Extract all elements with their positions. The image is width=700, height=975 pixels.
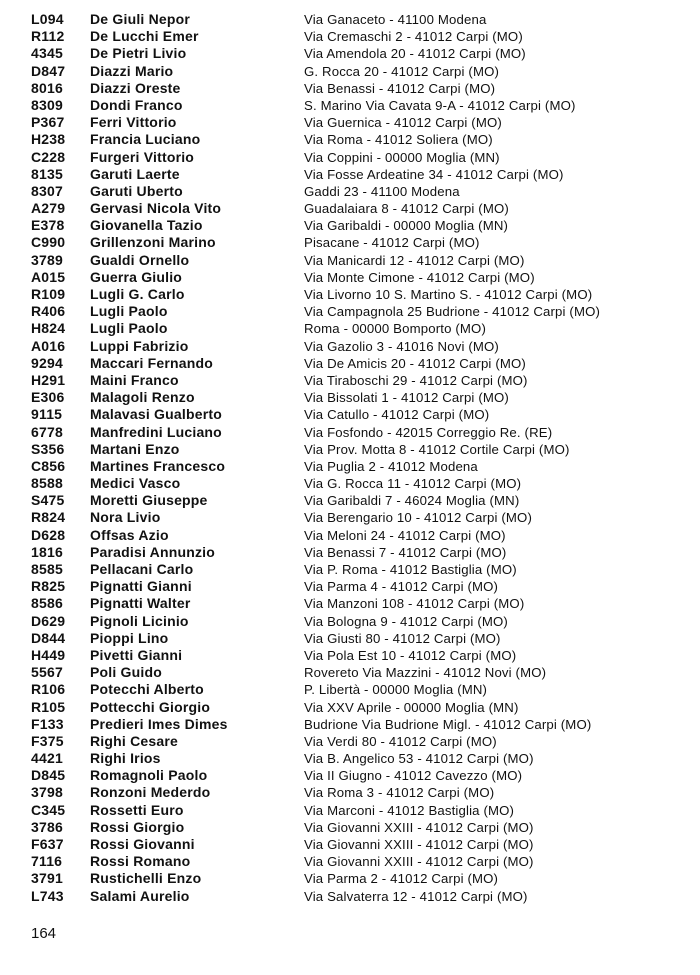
member-name: Rossi Giorgio xyxy=(90,818,185,835)
member-address: S. Marino Via Cavata 9-A - 41012 Carpi (MO) xyxy=(304,97,576,113)
member-code: R109 xyxy=(31,286,66,302)
directory-row xyxy=(0,28,700,45)
member-address: Via Parma 2 - 41012 Carpi (MO) xyxy=(304,871,499,887)
member-address: Via Guernica - 41012 Carpi (MO) xyxy=(304,115,502,131)
directory-row xyxy=(0,355,700,372)
member-address: Via Amendola 20 - 41012 Carpi (MO) xyxy=(304,46,526,62)
directory-row xyxy=(0,45,700,62)
member-code: A015 xyxy=(31,268,66,285)
member-address: Pisacane - 41012 Carpi (MO) xyxy=(304,235,480,251)
directory-row xyxy=(0,630,700,647)
member-name: Malavasi Gualberto xyxy=(90,406,222,423)
member-address: Via Manzoni 108 - 41012 Carpi (MO) xyxy=(304,596,525,612)
member-code: C345 xyxy=(31,801,66,818)
directory-row xyxy=(0,441,700,458)
member-name: Potecchi Alberto xyxy=(90,681,204,698)
member-address: Via De Amicis 20 - 41012 Carpi (MO) xyxy=(304,355,526,371)
member-code: 8135 xyxy=(31,165,63,182)
member-address: Via Benassi - 41012 Carpi (MO) xyxy=(304,80,496,96)
directory-row xyxy=(0,802,700,819)
member-address: Via Verdi 80 - 41012 Carpi (MO) xyxy=(304,733,497,749)
directory-row xyxy=(0,647,700,664)
member-name: Garuti Laerte xyxy=(90,165,180,182)
member-code: 5567 xyxy=(31,664,63,681)
directory-row xyxy=(0,836,700,853)
member-name: Gualdi Ornello xyxy=(90,251,190,268)
member-code: S356 xyxy=(31,440,65,457)
member-name: Garuti Uberto xyxy=(90,182,183,199)
member-code: H238 xyxy=(31,131,66,148)
member-name: Rossi Giovanni xyxy=(90,836,195,852)
member-code: L743 xyxy=(31,887,64,904)
member-name: Guerra Giulio xyxy=(90,268,183,285)
member-address: Roma - 00000 Bomporto (MO) xyxy=(304,321,486,337)
member-address: Rovereto Via Mazzini - 41012 Novi (MO) xyxy=(304,665,547,681)
directory-row xyxy=(0,424,700,441)
member-name: Rustichelli Enzo xyxy=(90,870,202,887)
page-number: 164 xyxy=(31,925,57,942)
member-code: D845 xyxy=(31,767,66,784)
member-address: Via Giovanni XXIII - 41012 Carpi (MO) xyxy=(304,819,534,835)
member-code: 4345 xyxy=(31,45,63,62)
directory-row xyxy=(0,149,700,166)
member-name: Medici Vasco xyxy=(90,475,181,492)
directory-row xyxy=(0,200,700,217)
member-address: Via Giusti 80 - 41012 Carpi (MO) xyxy=(304,630,501,646)
member-name: Martines Francesco xyxy=(90,457,226,474)
member-directory xyxy=(0,11,700,905)
member-name: Predieri Imes Dimes xyxy=(90,715,228,732)
member-address: Guadalaiara 8 - 41012 Carpi (MO) xyxy=(304,201,509,217)
directory-row xyxy=(0,372,700,389)
member-code: F375 xyxy=(31,732,64,749)
member-code: 8586 xyxy=(31,595,63,612)
directory-row xyxy=(0,527,700,544)
member-code: H449 xyxy=(31,646,66,663)
member-name: Pioppi Lino xyxy=(90,629,169,646)
member-address: Via Manicardi 12 - 41012 Carpi (MO) xyxy=(304,252,525,268)
member-address: Via Campagnola 25 Budrione - 41012 Carpi (MO) xyxy=(304,304,601,320)
directory-row xyxy=(0,578,700,595)
member-address: Via Benassi 7 - 41012 Carpi (MO) xyxy=(304,544,507,560)
member-name: Righi Cesare xyxy=(90,732,178,749)
member-name: Pignoli Licinio xyxy=(90,612,189,629)
member-name: De Giuli Nepor xyxy=(90,11,191,27)
member-address: Via XXV Aprile - 00000 Moglia (MN) xyxy=(304,699,519,715)
member-address: Via Berengario 10 - 41012 Carpi (MO) xyxy=(304,510,532,526)
member-name: Poli Guido xyxy=(90,664,162,681)
directory-row xyxy=(0,183,700,200)
member-address: Via Salvaterra 12 - 41012 Carpi (MO) xyxy=(304,888,528,904)
member-address: Via Marconi - 41012 Bastiglia (MO) xyxy=(304,802,515,818)
member-code: E306 xyxy=(31,389,65,406)
member-name: Moretti Giuseppe xyxy=(90,492,208,509)
directory-row xyxy=(0,406,700,423)
member-name: Dondi Franco xyxy=(90,96,183,113)
member-code: R406 xyxy=(31,303,66,320)
member-code: P367 xyxy=(31,114,65,131)
member-address: Via Ganaceto - 41100 Modena xyxy=(304,12,487,27)
member-address: Via Pola Est 10 - 41012 Carpi (MO) xyxy=(304,647,517,663)
member-address: G. Rocca 20 - 41012 Carpi (MO) xyxy=(304,63,500,79)
member-name: Grillenzoni Marino xyxy=(90,234,216,251)
member-code: A016 xyxy=(31,337,66,354)
member-code: C990 xyxy=(31,234,66,251)
directory-row xyxy=(0,613,700,630)
member-address: Via Livorno 10 S. Martino S. - 41012 Carpi (MO) xyxy=(304,287,593,302)
directory-row xyxy=(0,853,700,870)
member-address: Via Parma 4 - 41012 Carpi (MO) xyxy=(304,579,499,595)
member-code: C228 xyxy=(31,148,66,165)
member-name: Pottecchi Giorgio xyxy=(90,698,211,715)
member-address: Budrione Via Budrione Migl. - 41012 Carpi (MO) xyxy=(304,716,592,732)
directory-row xyxy=(0,561,700,578)
directory-row xyxy=(0,389,700,406)
member-name: Paradisi Annunzio xyxy=(90,543,216,560)
member-code: 8309 xyxy=(31,96,63,113)
member-address: P. Libertà - 00000 Moglia (MN) xyxy=(304,682,488,698)
member-code: A279 xyxy=(31,200,66,217)
member-name: Pivetti Gianni xyxy=(90,646,183,663)
member-code: 7116 xyxy=(31,853,63,870)
member-code: H824 xyxy=(31,320,66,337)
member-code: L094 xyxy=(31,11,64,27)
member-code: H291 xyxy=(31,371,66,388)
member-name: Ronzoni Mederdo xyxy=(90,784,211,801)
member-address: Via Roma 3 - 41012 Carpi (MO) xyxy=(304,785,495,801)
directory-row xyxy=(0,217,700,234)
member-name: Lugli Paolo xyxy=(90,303,168,320)
member-code: 1816 xyxy=(31,543,63,560)
directory-row xyxy=(0,475,700,492)
member-code: R824 xyxy=(31,509,66,526)
directory-row xyxy=(0,97,700,114)
member-name: Pignatti Walter xyxy=(90,595,191,612)
member-name: Ferri Vittorio xyxy=(90,114,177,131)
directory-row xyxy=(0,11,700,28)
member-name: Lugli G. Carlo xyxy=(90,286,185,302)
member-code: F637 xyxy=(31,836,64,852)
member-name: De Lucchi Emer xyxy=(90,28,199,45)
member-code: 9294 xyxy=(31,354,63,371)
member-name: Nora Livio xyxy=(90,509,161,526)
member-name: Gervasi Nicola Vito xyxy=(90,200,222,217)
directory-row xyxy=(0,458,700,475)
member-code: D847 xyxy=(31,62,66,79)
directory-row xyxy=(0,509,700,526)
member-name: Martani Enzo xyxy=(90,440,180,457)
member-code: 8588 xyxy=(31,475,63,492)
member-code: R105 xyxy=(31,698,66,715)
directory-row xyxy=(0,681,700,698)
member-code: E378 xyxy=(31,217,65,234)
member-address: Via G. Rocca 11 - 41012 Carpi (MO) xyxy=(304,476,522,492)
member-address: Via Puglia 2 - 41012 Modena xyxy=(304,458,478,474)
directory-row xyxy=(0,544,700,561)
member-name: Giovanella Tazio xyxy=(90,217,203,234)
member-address: Via Garibaldi - 00000 Moglia (MN) xyxy=(304,218,509,234)
member-address: Via Monte Cimone - 41012 Carpi (MO) xyxy=(304,269,535,285)
member-code: R825 xyxy=(31,578,66,595)
directory-row xyxy=(0,819,700,836)
directory-row xyxy=(0,733,700,750)
directory-row xyxy=(0,492,700,509)
directory-row xyxy=(0,131,700,148)
directory-row xyxy=(0,595,700,612)
member-code: 9115 xyxy=(31,406,63,423)
member-address: Via Bologna 9 - 41012 Carpi (MO) xyxy=(304,613,508,629)
directory-row xyxy=(0,234,700,251)
member-address: Via Gazolio 3 - 41016 Novi (MO) xyxy=(304,338,499,354)
member-name: Diazzi Mario xyxy=(90,62,174,79)
member-address: Via Cremaschi 2 - 41012 Carpi (MO) xyxy=(304,29,523,45)
member-code: 8016 xyxy=(31,79,63,96)
member-code: 3798 xyxy=(31,784,63,801)
member-address: Via II Giugno - 41012 Cavezzo (MO) xyxy=(304,768,523,784)
directory-row xyxy=(0,320,700,337)
directory-row xyxy=(0,338,700,355)
member-name: Diazzi Oreste xyxy=(90,79,181,96)
member-name: De Pietri Livio xyxy=(90,45,187,62)
member-name: Rossi Romano xyxy=(90,853,191,870)
member-address: Via Coppini - 00000 Moglia (MN) xyxy=(304,149,500,165)
member-code: S475 xyxy=(31,492,65,509)
directory-row xyxy=(0,252,700,269)
member-address: Via P. Roma - 41012 Bastiglia (MO) xyxy=(304,562,517,577)
directory-row xyxy=(0,166,700,183)
member-code: 4421 xyxy=(31,750,63,767)
member-address: Via Roma - 41012 Soliera (MO) xyxy=(304,132,493,148)
member-name: Rossetti Euro xyxy=(90,801,184,818)
member-name: Manfredini Luciano xyxy=(90,423,222,440)
member-name: Maini Franco xyxy=(90,371,179,388)
member-name: Salami Aurelio xyxy=(90,887,190,904)
member-name: Righi Irios xyxy=(90,750,161,767)
directory-row xyxy=(0,716,700,733)
member-address: Via Bissolati 1 - 41012 Carpi (MO) xyxy=(304,390,509,406)
directory-row xyxy=(0,664,700,681)
member-name: Luppi Fabrizio xyxy=(90,337,189,354)
member-name: Romagnoli Paolo xyxy=(90,767,208,784)
member-code: 3786 xyxy=(31,818,63,835)
directory-row xyxy=(0,269,700,286)
member-address: Via Fosse Ardeatine 34 - 41012 Carpi (MO) xyxy=(304,166,564,182)
member-address: Via B. Angelico 53 - 41012 Carpi (MO) xyxy=(304,751,534,767)
member-code: 8307 xyxy=(31,182,63,199)
member-address: Via Fosfondo - 42015 Correggio Re. (RE) xyxy=(304,424,553,440)
member-code: D628 xyxy=(31,526,66,543)
directory-row xyxy=(0,784,700,801)
member-address: Via Giovanni XXIII - 41012 Carpi (MO) xyxy=(304,854,534,870)
member-address: Via Garibaldi 7 - 46024 Moglia (MN) xyxy=(304,493,520,509)
member-name: Pignatti Gianni xyxy=(90,578,192,595)
member-name: Francia Luciano xyxy=(90,131,201,148)
directory-row xyxy=(0,80,700,97)
directory-row xyxy=(0,114,700,131)
directory-row xyxy=(0,888,700,905)
member-name: Malagoli Renzo xyxy=(90,389,195,406)
directory-row xyxy=(0,767,700,784)
member-code: R112 xyxy=(31,28,65,45)
directory-row xyxy=(0,63,700,80)
member-code: R106 xyxy=(31,681,66,698)
member-address: Gaddi 23 - 41100 Modena xyxy=(304,183,460,199)
member-code: F133 xyxy=(31,715,64,732)
directory-row xyxy=(0,699,700,716)
member-code: D844 xyxy=(31,629,66,646)
member-code: D629 xyxy=(31,612,66,629)
member-name: Pellacani Carlo xyxy=(90,561,194,577)
member-code: 3789 xyxy=(31,251,63,268)
member-address: Via Meloni 24 - 41012 Carpi (MO) xyxy=(304,527,506,543)
directory-row xyxy=(0,286,700,303)
member-name: Maccari Fernando xyxy=(90,354,214,371)
directory-row xyxy=(0,750,700,767)
member-name: Lugli Paolo xyxy=(90,320,168,337)
member-address: Via Giovanni XXIII - 41012 Carpi (MO) xyxy=(304,837,534,852)
member-code: C856 xyxy=(31,457,66,474)
member-address: Via Catullo - 41012 Carpi (MO) xyxy=(304,407,490,423)
member-address: Via Prov. Motta 8 - 41012 Cortile Carpi (MO) xyxy=(304,441,570,457)
directory-row xyxy=(0,870,700,887)
member-name: Offsas Azio xyxy=(90,526,169,543)
member-code: 8585 xyxy=(31,561,63,577)
directory-row xyxy=(0,303,700,320)
member-code: 3791 xyxy=(31,870,63,887)
member-name: Furgeri Vittorio xyxy=(90,148,195,165)
member-code: 6778 xyxy=(31,423,63,440)
member-address: Via Tiraboschi 29 - 41012 Carpi (MO) xyxy=(304,372,528,388)
